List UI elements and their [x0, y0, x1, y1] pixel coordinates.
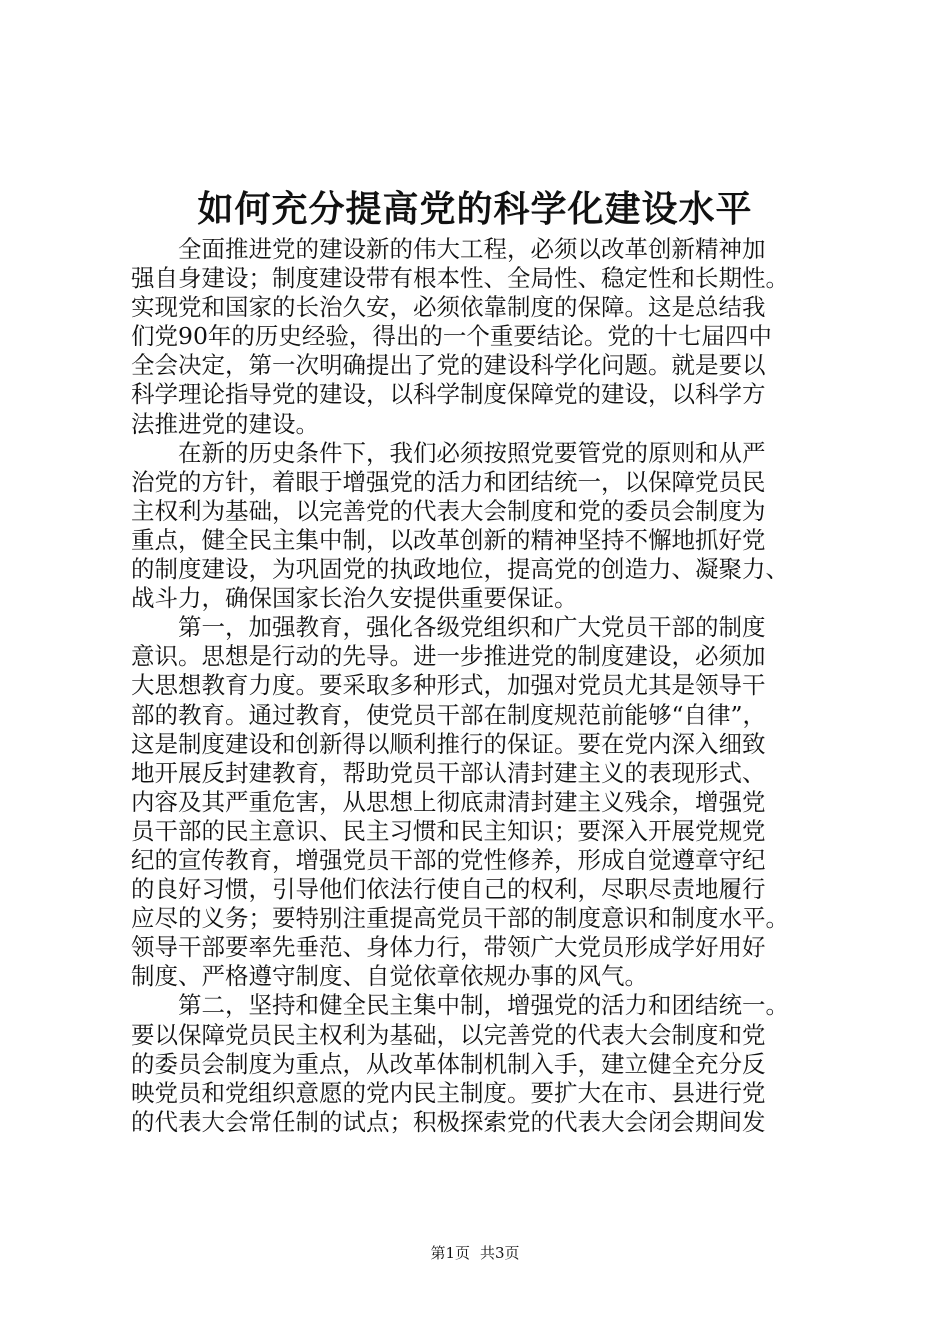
body-line: 要以保障党员民主权利为基础，以完善党的代表大会制度和党: [131, 1020, 766, 1049]
body-line: 的良好习惯，引导他们依法行使自己的权利，尽职尽责地履行: [131, 875, 766, 904]
body-line: 科学理论指导党的建设，以科学制度保障党的建设，以科学方: [131, 380, 766, 409]
page-number: 第1页: [430, 1244, 470, 1262]
body-line: 大思想教育力度。要采取多种形式，加强对党员尤其是领导干: [131, 671, 766, 700]
body-line: 治党的方针，着眼于增强党的活力和团结统一，以保障党员民: [131, 467, 766, 496]
body-line: 映党员和党组织意愿的党内民主制度。要扩大在市、县进行党: [131, 1078, 766, 1107]
page-total: 共3页: [480, 1244, 520, 1262]
document-body: [131, 235, 831, 1137]
body-line: 在新的历史条件下，我们必须按照党要管党的原则和从严: [131, 438, 766, 467]
body-line: 制度、严格遵守制度、自觉依章依规办事的风气。: [131, 962, 648, 991]
body-line: 法推进党的建设。: [131, 409, 319, 438]
body-line: 内容及其严重危害，从思想上彻底肃清封建主义残余，增强党: [131, 787, 766, 816]
body-line: 地开展反封建教育，帮助党员干部认清封建主义的表现形式、: [131, 758, 766, 787]
body-line: 实现党和国家的长治久安，必须依靠制度的保障。这是总结我: [131, 293, 766, 322]
body-line: 纪的宣传教育，增强党员干部的党性修养，形成自觉遵章守纪: [131, 845, 766, 874]
body-line: 第一，加强教育，强化各级党组织和广大党员干部的制度: [131, 613, 766, 642]
body-line: 强自身建设；制度建设带有根本性、全局性、稳定性和长期性。: [131, 264, 789, 293]
body-line: 重点，健全民主集中制，以改革创新的精神坚持不懈地抓好党: [131, 525, 766, 554]
body-line: 的委员会制度为重点，从改革体制机制入手，建立健全充分反: [131, 1049, 766, 1078]
body-line: 全面推进党的建设新的伟大工程，必须以改革创新精神加: [131, 235, 766, 263]
body-line: 员干部的民主意识、民主习惯和民主知识；要深入开展党规党: [131, 816, 766, 845]
body-line: 们党90年的历史经验，得出的一个重要结论。党的十七届四中: [131, 322, 772, 351]
body-line: 这是制度建设和创新得以顺利推行的保证。要在党内深入细致: [131, 729, 766, 758]
body-line: 主权利为基础，以完善党的代表大会制度和党的委员会制度为: [131, 496, 766, 525]
body-line: 应尽的义务；要特别注重提高党员干部的制度意识和制度水平。: [131, 904, 789, 933]
body-line: 的制度建设，为巩固党的执政地位，提高党的创造力、凝聚力、: [131, 555, 789, 584]
body-line: 第二，坚持和健全民主集中制，增强党的活力和团结统一。: [131, 991, 789, 1020]
body-line: 领导干部要率先垂范、身体力行，带领广大党员形成学好用好: [131, 933, 766, 962]
body-line: 意识。思想是行动的先导。进一步推进党的制度建设，必须加: [131, 642, 766, 671]
page-footer: [0, 1242, 950, 1264]
body-line: 战斗力，确保国家长治久安提供重要保证。: [131, 584, 578, 613]
body-line: 部的教育。通过教育，使党员干部在制度规范前能够“自律”，: [131, 700, 767, 729]
body-line: 全会决定，第一次明确提出了党的建设科学化问题。就是要以: [131, 351, 766, 380]
body-line: 的代表大会常任制的试点；积极探索党的代表大会闭会期间发: [131, 1107, 766, 1136]
document-title: 如何充分提高党的科学化建设水平: [197, 188, 753, 230]
